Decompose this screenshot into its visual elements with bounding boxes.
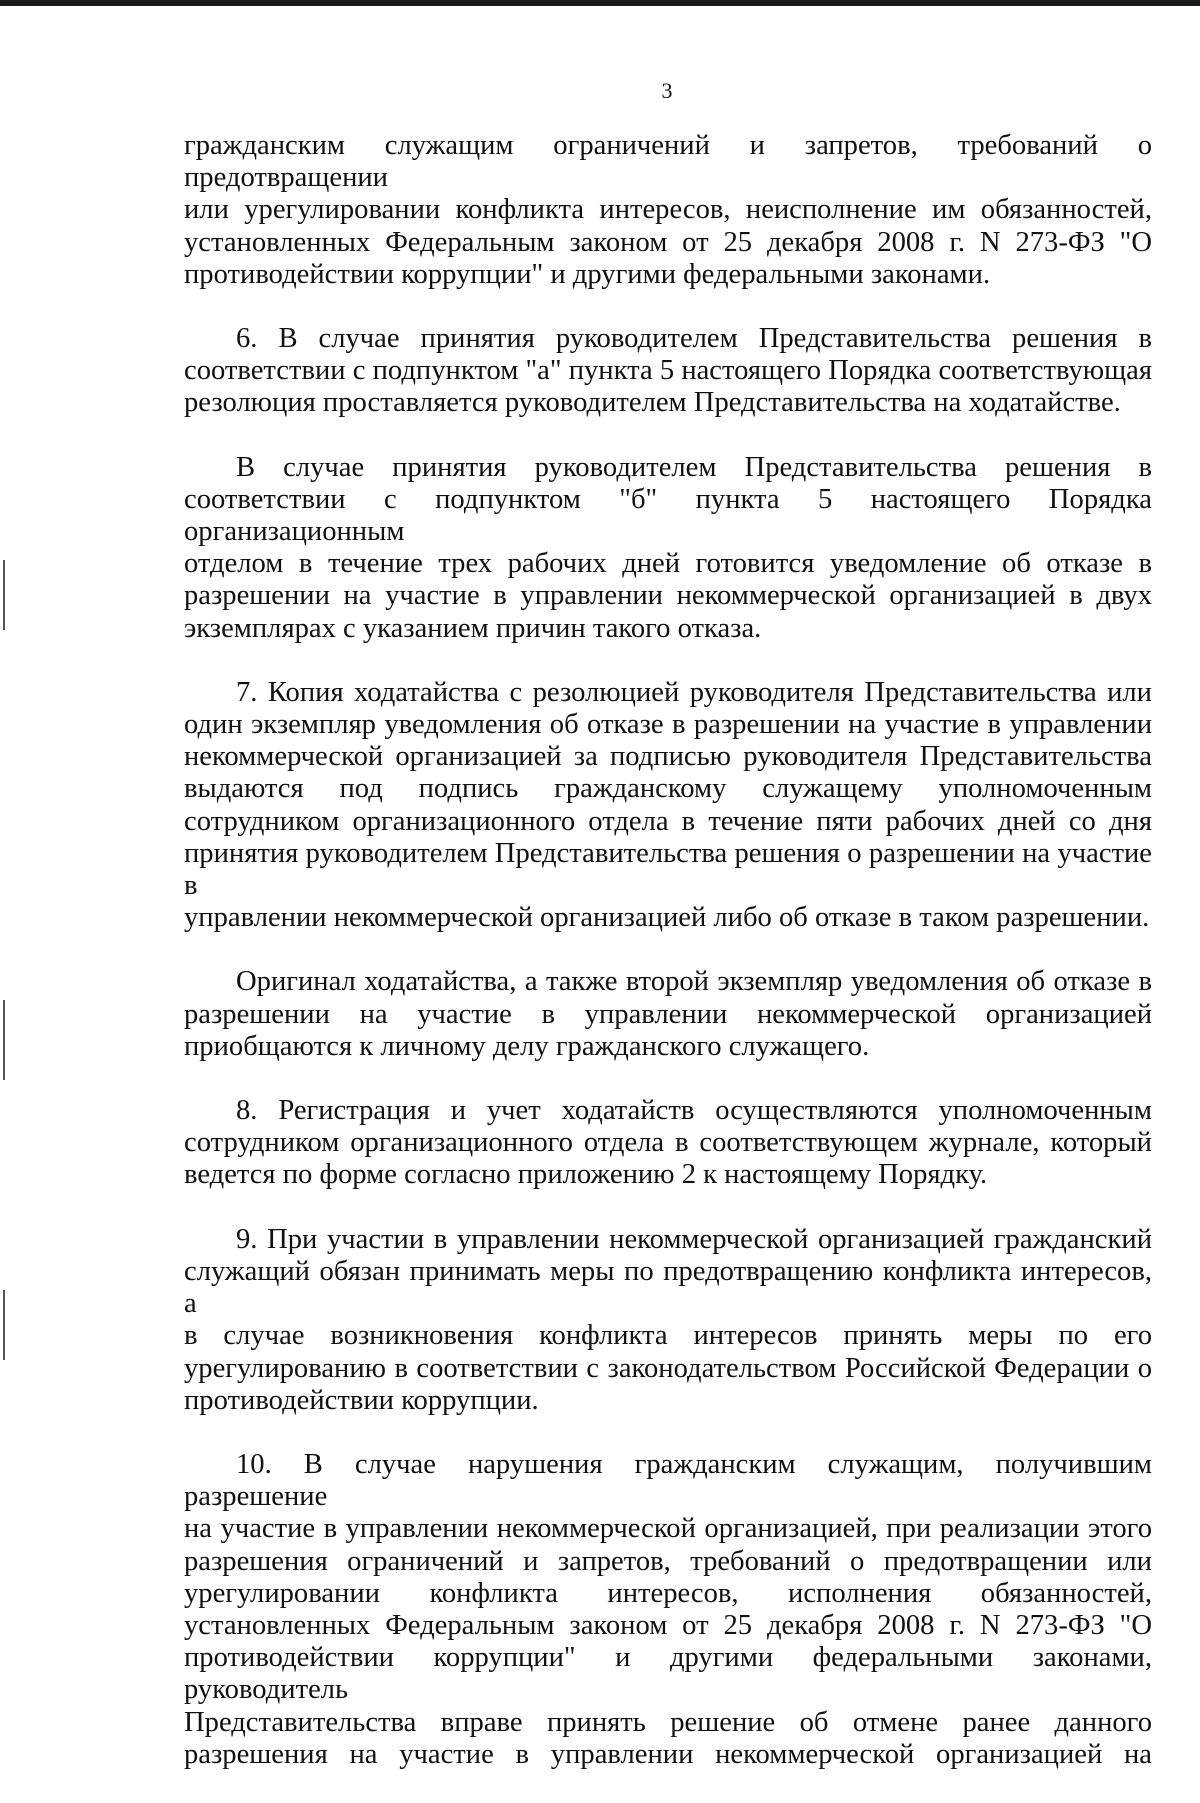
text-line: 7. Копия ходатайства с резолюцией руководителя Представительства или: [236, 676, 1152, 708]
scan-left-edge-mark: [3, 1290, 5, 1360]
paragraph-continuation: [184, 130, 1152, 291]
text-line: принятия руководителем Представительства решения о разрешении на участие в: [184, 837, 1152, 902]
paragraph-item-7-continued: [184, 966, 1152, 1063]
text-line: служащий обязан принимать меры по предотвращению конфликта интересов, а: [184, 1255, 1152, 1320]
text-line: в случае возникновения конфликта интересов принять меры по его: [184, 1320, 1152, 1352]
text-line: 6. В случае принятия руководителем Представительства решения в: [236, 323, 1152, 355]
text-line: сотрудником организационного отдела в течение пяти рабочих дней со дня: [184, 805, 1152, 837]
text-line: или урегулировании конфликта интересов, неисполнение им обязанностей,: [184, 194, 1152, 226]
text-line: урегулировании конфликта интересов, исполнения обязанностей,: [184, 1577, 1152, 1609]
text-line: соответствии с подпунктом "б" пункта 5 настоящего Порядка организационным: [184, 483, 1152, 548]
text-line: урегулированию в соответствии с законодательством Российской Федерации о: [184, 1352, 1152, 1384]
text-line: 10. В случае нарушения гражданским служащим, получившим разрешение: [184, 1448, 1152, 1513]
document-body: [184, 130, 1152, 1803]
text-line: соответствии с подпунктом "а" пункта 5 настоящего Порядка соответствующая: [184, 355, 1152, 387]
text-line: установленных Федеральным законом от 25 декабря 2008 г. N 273-ФЗ "О: [184, 1609, 1152, 1641]
text-line: гражданским служащим ограничений и запретов, требований о предотвращении: [184, 130, 1152, 194]
text-line: Оригинал ходатайства, а также второй экземпляр уведомления об отказе в: [236, 966, 1152, 998]
paragraph-item-7: [184, 677, 1152, 935]
text-line: разрешения на участие в управлении некоммерческой организацией на: [184, 1738, 1152, 1770]
scan-top-border: [0, 0, 1200, 6]
paragraph-item-6: [184, 323, 1152, 420]
text-line: противодействии коррупции" и другими федеральными законами.: [184, 258, 991, 290]
text-line: некоммерческой организацией за подписью руководителя Представительства: [184, 741, 1152, 773]
page-number: 3: [661, 78, 673, 103]
text-line: разрешения ограничений и запретов, требований о предотвращении или: [184, 1545, 1152, 1577]
text-line: резолюция проставляется руководителем Представительства на ходатайстве.: [184, 387, 1121, 419]
text-line: разрешении на участие в управлении некоммерческой организацией в двух: [184, 580, 1152, 612]
paragraph-item-6-continued: [184, 452, 1152, 645]
text-line: управлении некоммерческой организацией либо об отказе в таком разрешении.: [184, 902, 1150, 934]
paragraph-item-9: [184, 1224, 1152, 1417]
text-line: В случае принятия руководителем Представительства решения в: [236, 451, 1152, 483]
text-line: противодействии коррупции.: [184, 1384, 539, 1416]
scan-left-edge-mark: [3, 560, 5, 630]
text-line: отделом в течение трех рабочих дней готовится уведомление об отказе в: [184, 548, 1152, 580]
text-line: приобщаются к личному делу гражданского служащего.: [184, 1030, 870, 1062]
scan-left-edge-mark: [3, 1000, 5, 1080]
text-line: противодействии коррупции" и другими федеральными законами, руководитель: [184, 1642, 1152, 1706]
text-line: выдаются под подпись гражданскому служащему уполномоченным: [184, 773, 1152, 805]
text-line: сотрудником организационного отдела в соответствующем журнале, который: [184, 1127, 1152, 1159]
text-line: один экземпляр уведомления об отказе в разрешении на участие в управлении: [184, 709, 1152, 741]
paragraph-item-8: [184, 1095, 1152, 1192]
text-line: Представительства вправе принять решение об отмене ранее данного: [184, 1706, 1152, 1738]
text-line: 8. Регистрация и учет ходатайств осуществляются уполномоченным: [236, 1095, 1152, 1127]
paragraph-item-10: [184, 1449, 1152, 1771]
text-line: разрешении на участие в управлении некоммерческой организацией: [184, 998, 1152, 1030]
text-line: 9. При участии в управлении некоммерческой организацией гражданский: [236, 1223, 1152, 1255]
text-line: на участие в управлении некоммерческой организацией, при реализации этого: [184, 1513, 1152, 1545]
text-line: экземплярах с указанием причин такого отказа.: [184, 612, 762, 644]
text-line: ведется по форме согласно приложению 2 к настоящему Порядку.: [184, 1159, 988, 1191]
text-line: установленных Федеральным законом от 25 декабря 2008 г. N 273-ФЗ "О: [184, 226, 1152, 258]
